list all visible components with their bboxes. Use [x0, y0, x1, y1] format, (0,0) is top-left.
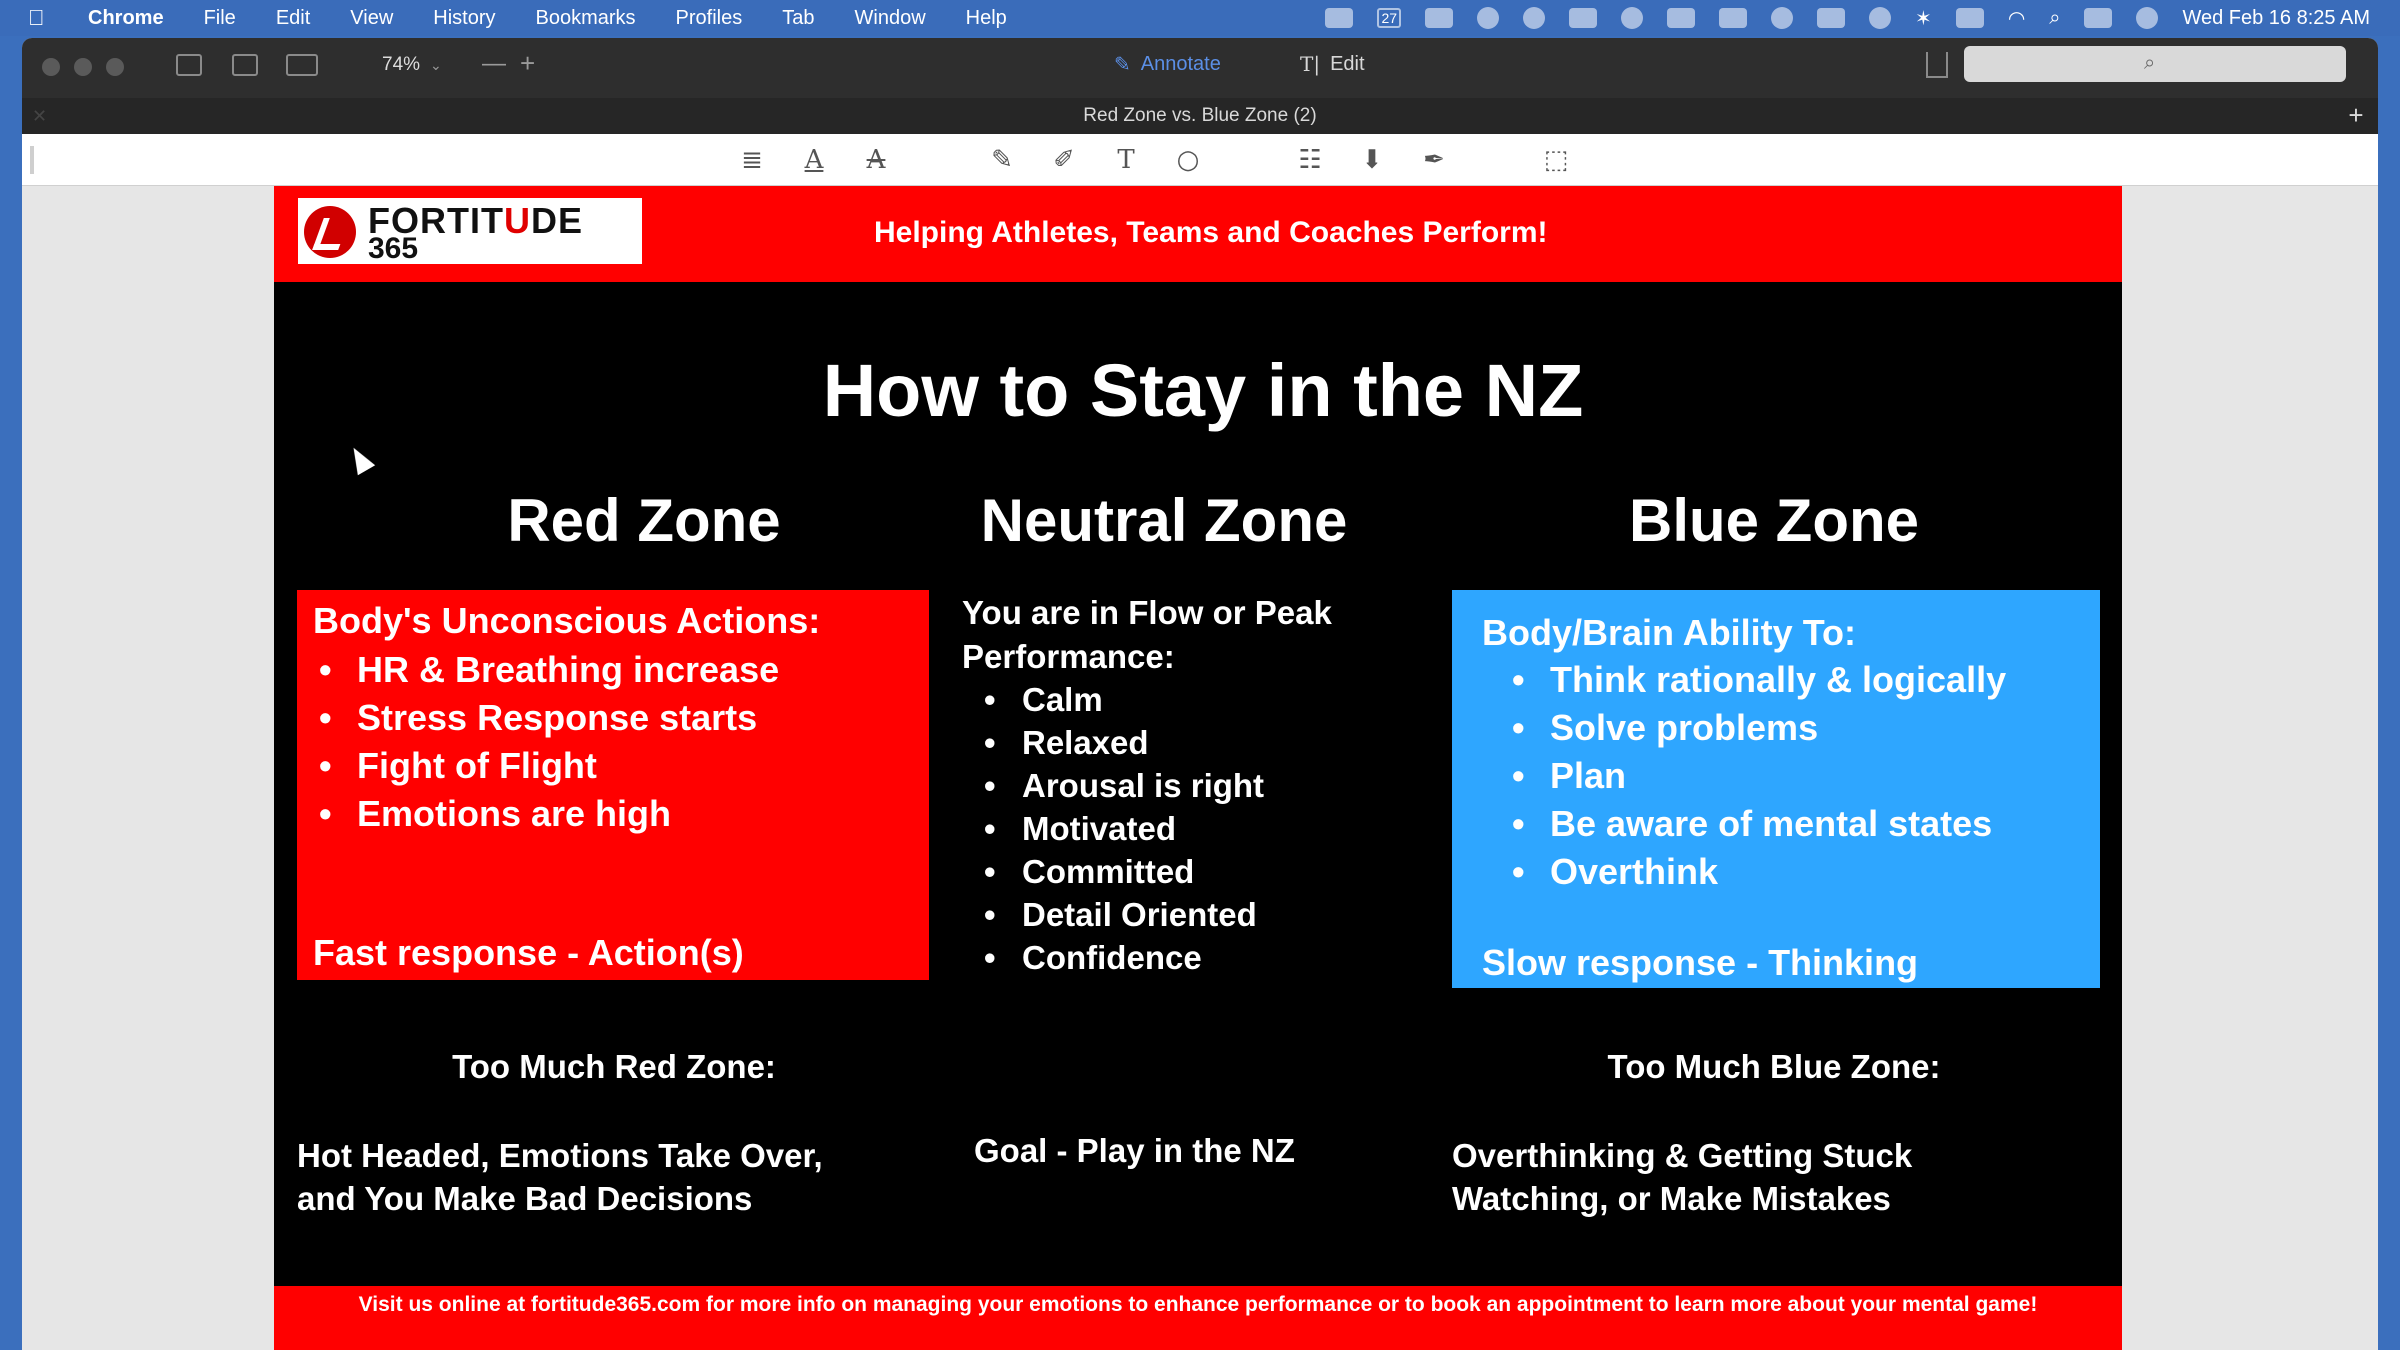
- menu-bar: [0, 0, 2400, 36]
- search-icon: ⌕: [2144, 52, 2156, 74]
- text-select-icon[interactable]: ≣: [741, 145, 763, 175]
- tab-title[interactable]: Red Zone vs. Blue Zone (2): [1083, 105, 1317, 126]
- menu-view[interactable]: View: [350, 6, 394, 29]
- red-zone-box: [297, 590, 929, 980]
- play-icon[interactable]: [1621, 7, 1643, 29]
- tools-icon[interactable]: [1719, 8, 1747, 28]
- blue-zone-box: [1452, 590, 2100, 988]
- text-style-icon[interactable]: A: [804, 145, 824, 175]
- sidebar-handle[interactable]: [30, 146, 34, 174]
- neutral-intro-line2: Performance:: [962, 638, 1175, 675]
- sync-icon[interactable]: [1771, 7, 1793, 29]
- strikethrough-icon[interactable]: A: [866, 145, 886, 175]
- goal-text: Goal - Play in the NZ: [974, 1132, 1295, 1169]
- tagline: Helping Athletes, Teams and Coaches Perform!: [874, 216, 1548, 249]
- menu-tab[interactable]: Tab: [782, 6, 815, 29]
- logo-accent-letter: U: [503, 200, 531, 241]
- window-toolbar: [22, 38, 2378, 98]
- preview-window: [22, 38, 2378, 1350]
- calendar-icon[interactable]: 27: [1377, 8, 1401, 28]
- two-page-icon[interactable]: [286, 54, 318, 76]
- password-manager-icon[interactable]: [1523, 7, 1545, 29]
- neutral-zone-heading: Neutral Zone: [980, 487, 1348, 554]
- red-consequence-line2: and You Make Bad Decisions: [297, 1180, 753, 1217]
- sidebar-toggle-icon[interactable]: [176, 54, 202, 76]
- list-item: • Solve problems: [1550, 704, 2006, 752]
- menu-window[interactable]: Window: [854, 6, 926, 29]
- apple-menu-icon[interactable]: [28, 5, 68, 31]
- clock[interactable]: Wed Feb 16 8:25 AM: [2182, 6, 2370, 29]
- menu-edit[interactable]: Edit: [275, 6, 311, 29]
- header-band: [274, 186, 2122, 282]
- list-item: • Stress Response starts: [357, 694, 779, 742]
- list-item: • HR & Breathing increase: [357, 646, 779, 694]
- drive-icon[interactable]: [1817, 8, 1845, 28]
- red-zone-heading: Red Zone: [507, 487, 781, 554]
- blue-consequence-line2: Watching, or Make Mistakes: [1452, 1180, 1891, 1217]
- menu-history[interactable]: History: [433, 6, 496, 29]
- footer-band: Visit us online at fortitude365.com for more info on managing your emotions to enhance performance or to book an appointment to learn more about your mental game!: [274, 1286, 2122, 1350]
- annotate-button[interactable]: [1114, 52, 1221, 77]
- logo-mark-icon: [304, 206, 356, 258]
- contact-sheet-icon[interactable]: [232, 54, 258, 76]
- list-item: • Overthink: [1550, 848, 2006, 896]
- zoom-window-button[interactable]: [106, 58, 124, 76]
- app-status-icon[interactable]: [1477, 7, 1499, 29]
- list-item: • Calm: [1022, 678, 1402, 721]
- zoom-out-button[interactable]: —: [482, 50, 506, 77]
- menu-help[interactable]: Help: [965, 6, 1007, 29]
- blue-zone-heading: Blue Zone: [1628, 487, 1919, 554]
- pen-icon: ✎: [1114, 54, 1131, 76]
- note-icon[interactable]: ☷: [1298, 145, 1322, 175]
- chevron-down-icon: ⌄: [430, 57, 442, 73]
- window-icon[interactable]: [1569, 8, 1597, 28]
- menu-profiles[interactable]: Profiles: [675, 6, 743, 29]
- battery-icon[interactable]: [1956, 8, 1984, 28]
- document-view[interactable]: [22, 186, 2378, 1350]
- dropbox-icon[interactable]: [1425, 8, 1453, 28]
- too-much-blue-label: Too Much Blue Zone:: [1607, 1048, 1941, 1085]
- red-consequence-line1: Hot Headed, Emotions Take Over,: [297, 1137, 823, 1174]
- red-box-title: Body's Unconscious Actions:: [313, 600, 821, 641]
- page-title: How to Stay in the NZ: [822, 349, 1584, 432]
- stamp-icon[interactable]: ⬇: [1361, 145, 1383, 175]
- red-box-footer: Fast response - Action(s): [313, 932, 744, 973]
- blue-box-footer: Slow response - Thinking: [1482, 942, 1919, 983]
- tab-bar: [22, 98, 2378, 134]
- siri-icon[interactable]: [2136, 7, 2158, 29]
- pdf-page: [274, 186, 2122, 1350]
- menu-file[interactable]: File: [203, 6, 236, 29]
- zoom-value: 74%: [382, 54, 421, 75]
- pencil-icon[interactable]: ✎: [991, 145, 1013, 175]
- blue-consequence-line1: Overthinking & Getting Stuck: [1452, 1137, 1913, 1174]
- minimize-window-button[interactable]: [74, 58, 92, 76]
- blue-consequence: [1452, 1134, 1912, 1220]
- spotlight-icon[interactable]: ⌕: [2049, 6, 2061, 29]
- neutral-zone-list: [1022, 678, 1402, 979]
- list-item: • Think rationally & logically: [1550, 656, 2006, 704]
- logo-number: 365: [368, 232, 419, 265]
- zoom-select[interactable]: [382, 54, 442, 76]
- share-icon[interactable]: [1926, 52, 1948, 78]
- control-center-icon[interactable]: [2084, 8, 2112, 28]
- list-item: • Committed: [1022, 850, 1402, 893]
- list-item: • Emotions are high: [357, 790, 779, 838]
- status-area: [1325, 0, 2370, 36]
- edit-label: Edit: [1330, 52, 1365, 75]
- mail-icon[interactable]: [1667, 8, 1695, 28]
- blue-zone-list: [1550, 656, 2006, 896]
- list-item: • Detail Oriented: [1022, 893, 1402, 936]
- red-zone-list: [357, 646, 779, 838]
- markup-toolbar: [22, 134, 2378, 186]
- shapes-icon[interactable]: ○: [1176, 145, 1200, 175]
- list-item: • Fight of Flight: [357, 742, 779, 790]
- crop-icon[interactable]: ⬚: [1543, 145, 1569, 175]
- list-item: • Confidence: [1022, 936, 1402, 979]
- neutral-intro-line1: You are in Flow or Peak: [962, 594, 1332, 631]
- blue-box-title: Body/Brain Ability To:: [1482, 612, 1856, 653]
- annotate-label: Annotate: [1140, 53, 1221, 75]
- fortitude-logo: [298, 198, 642, 264]
- media-icon[interactable]: [1869, 7, 1891, 29]
- list-item: • Motivated: [1022, 807, 1402, 850]
- close-window-button[interactable]: [42, 58, 60, 76]
- logo-wordmark: FORTITUDE: [368, 200, 583, 241]
- signature-icon[interactable]: ✒: [1423, 145, 1445, 175]
- zoom-in-button[interactable]: +: [520, 48, 536, 78]
- bluetooth-icon[interactable]: ✶: [1915, 7, 1932, 30]
- search-input[interactable]: [1964, 46, 2346, 82]
- cloud-icon[interactable]: [1325, 8, 1353, 28]
- list-item: • Be aware of mental states: [1550, 800, 2006, 848]
- list-item: • Arousal is right: [1022, 764, 1402, 807]
- text-cursor-icon: T|: [1300, 52, 1321, 76]
- neutral-zone-column: [962, 590, 1402, 979]
- highlighter-icon[interactable]: ✐: [1053, 145, 1075, 175]
- menu-bookmarks[interactable]: Bookmarks: [535, 6, 636, 29]
- new-tab-button[interactable]: +: [2348, 100, 2364, 130]
- list-item: • Plan: [1550, 752, 2006, 800]
- red-consequence: [297, 1134, 823, 1220]
- edit-button[interactable]: [1300, 52, 1365, 76]
- text-box-icon[interactable]: T: [1117, 145, 1135, 175]
- list-item: • Relaxed: [1022, 721, 1402, 764]
- tab-close-icon[interactable]: ✕: [32, 106, 48, 126]
- too-much-red-label: Too Much Red Zone:: [452, 1048, 776, 1085]
- wifi-icon[interactable]: ◠: [2007, 7, 2026, 30]
- menu-app-chrome[interactable]: Chrome: [88, 6, 164, 29]
